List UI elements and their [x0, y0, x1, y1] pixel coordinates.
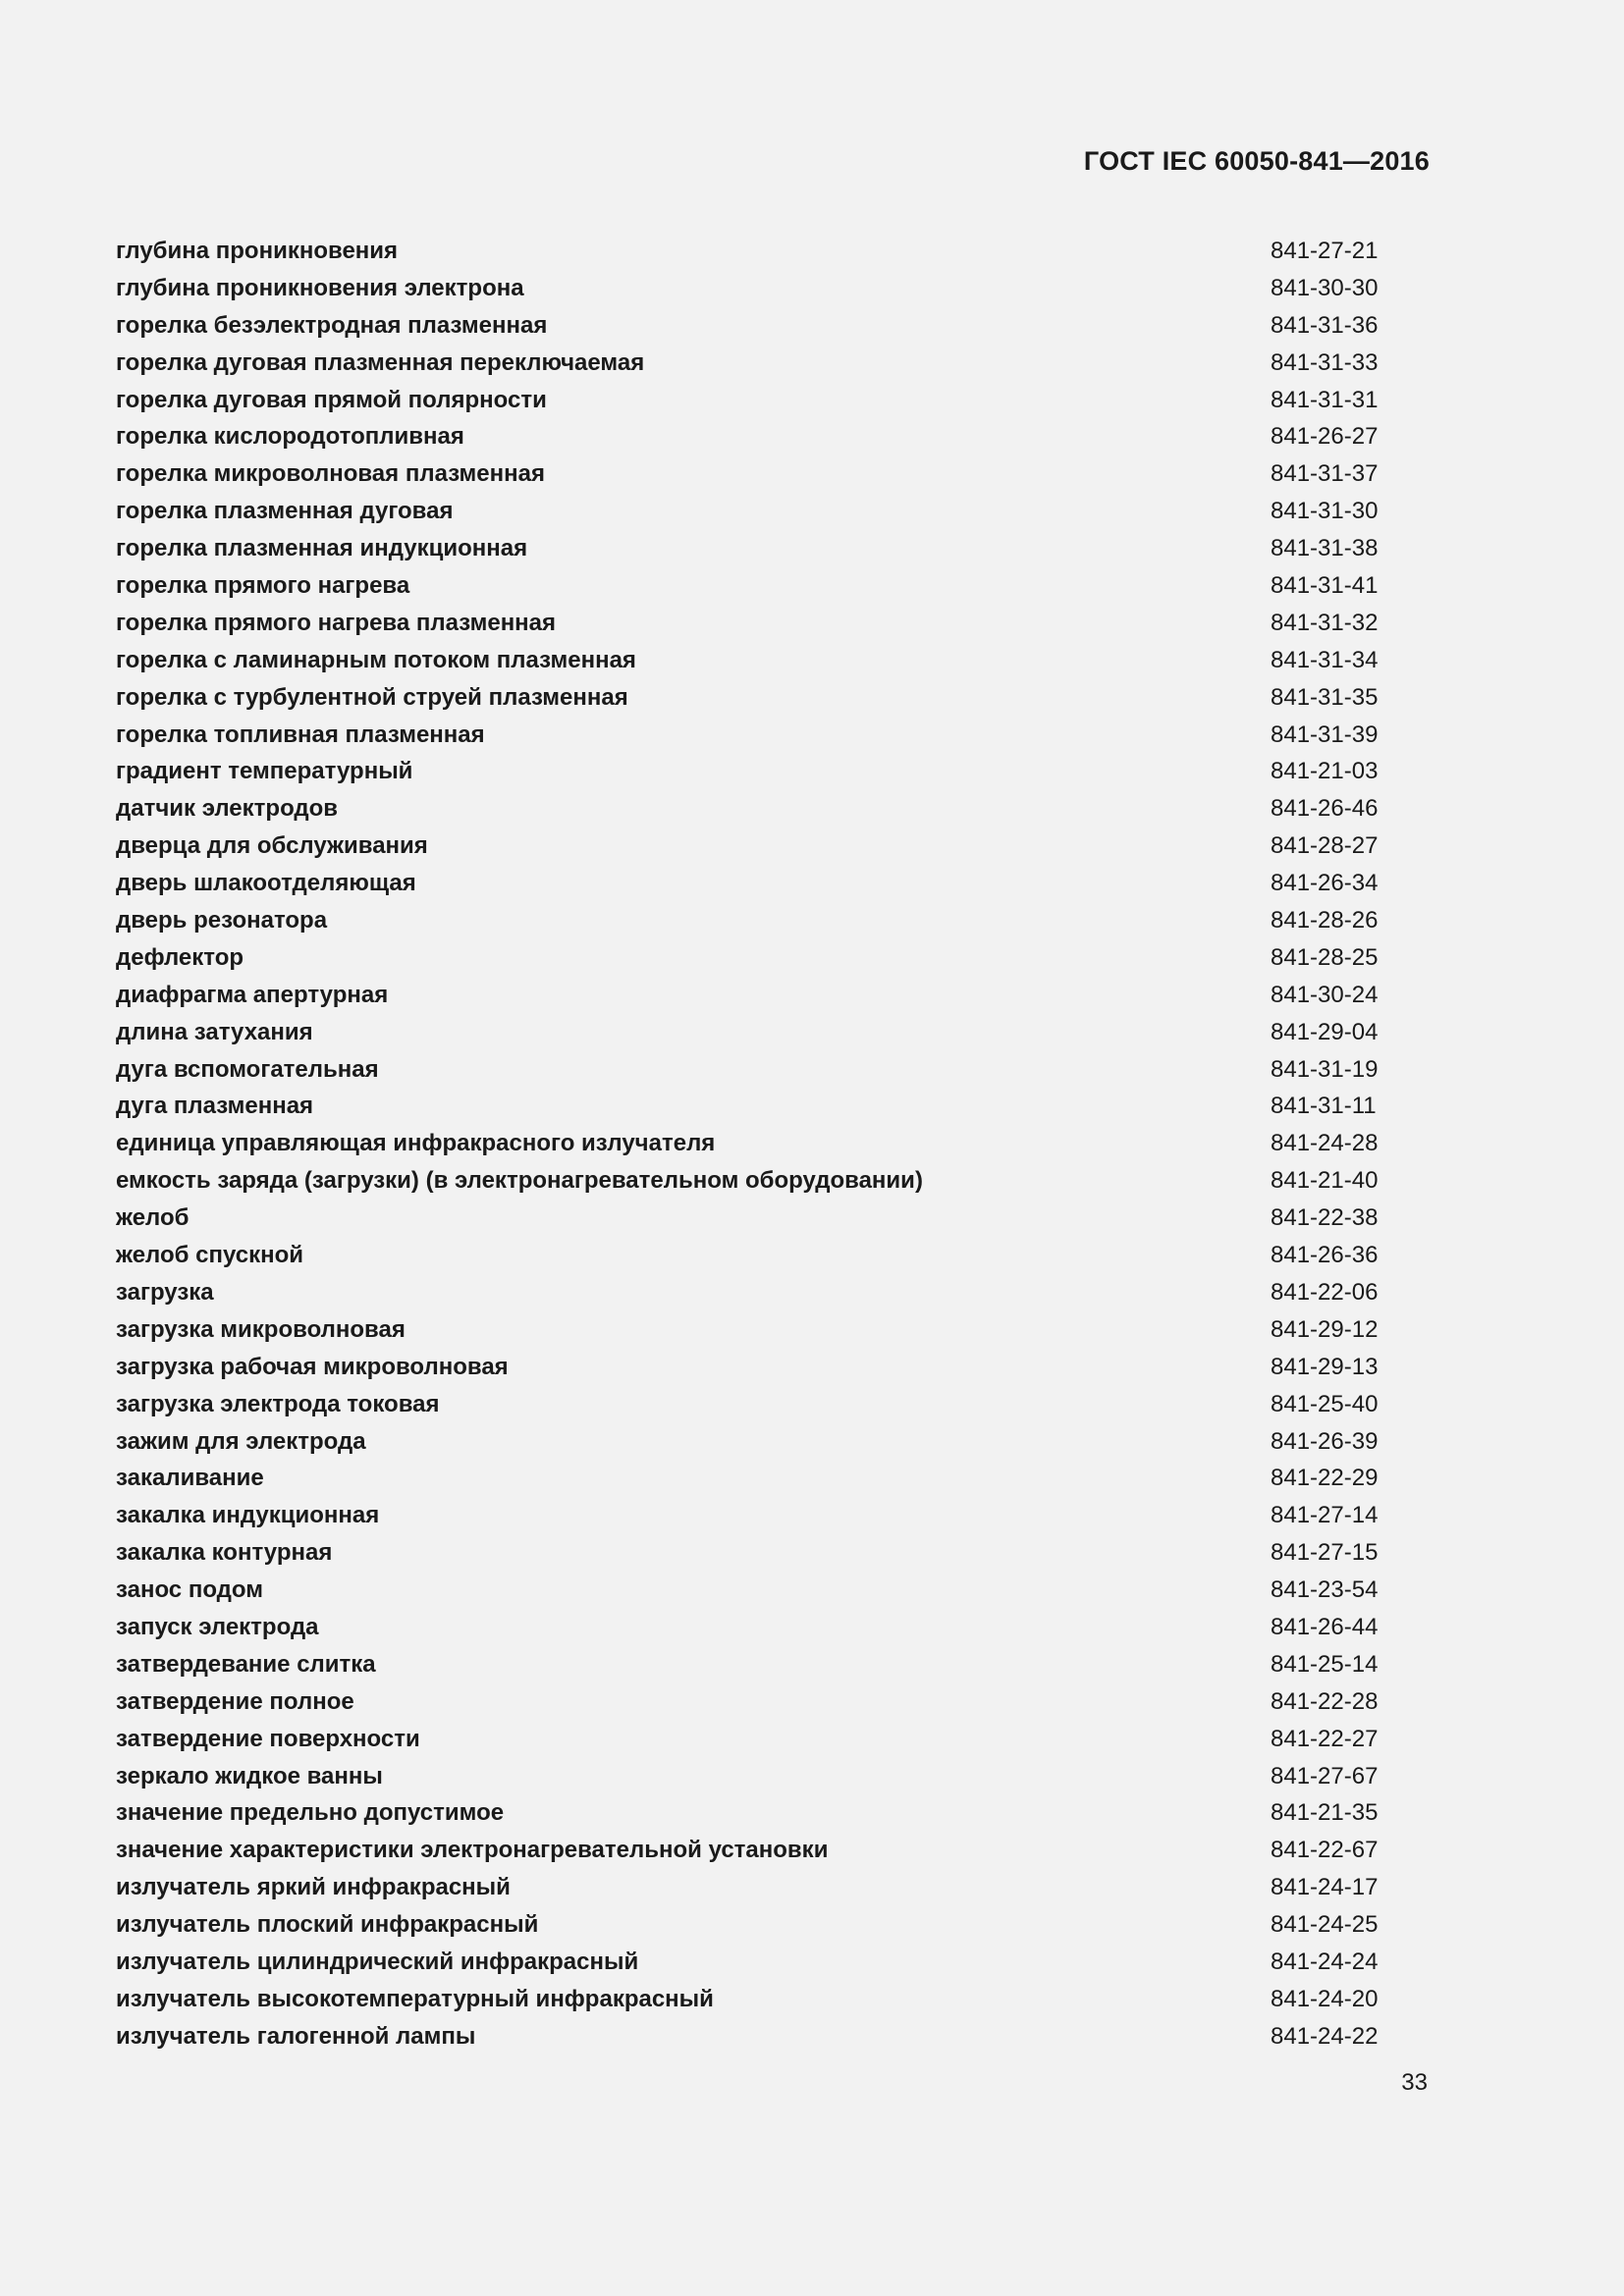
term-text: излучатель цилиндрический инфракрасный: [116, 1948, 639, 1975]
term-text: закаливание: [116, 1465, 264, 1492]
index-row: [116, 1609, 1392, 1646]
index-row: [116, 977, 1392, 1014]
term-text: значение характеристики электронагревательной установки: [116, 1837, 829, 1864]
term-text: емкость заряда (загрузки) (в электронагревательном оборудовании): [116, 1167, 923, 1195]
index-row: [116, 1646, 1392, 1683]
term-text: излучатель плоский инфракрасный: [116, 1911, 539, 1939]
index-row: [116, 2018, 1392, 2056]
term-code: 841-23-54: [1271, 1576, 1379, 1604]
term-code: 841-25-14: [1271, 1650, 1379, 1678]
term-code: 841-21-03: [1271, 758, 1379, 785]
term-text: дверь шлакоотделяющая: [116, 870, 416, 897]
index-row: [116, 1237, 1392, 1274]
term-text: горелка с турбулентной струей плазменная: [116, 683, 628, 711]
term-text: дефлектор: [116, 943, 244, 971]
index-row: [116, 1311, 1392, 1349]
term-text: единица управляющая инфракрасного излучателя: [116, 1130, 716, 1157]
term-code: 841-27-67: [1271, 1762, 1379, 1789]
term-code: 841-22-29: [1271, 1465, 1379, 1492]
term-text: излучатель яркий инфракрасный: [116, 1874, 511, 1901]
index-row: [116, 418, 1392, 455]
term-code: 841-29-04: [1271, 1018, 1379, 1045]
index-row: [116, 1794, 1392, 1832]
index-row: [116, 1051, 1392, 1089]
term-text: зажим для электрода: [116, 1427, 366, 1455]
term-text: горелка безэлектродная плазменная: [116, 311, 548, 339]
index-row: [116, 345, 1392, 382]
term-text: дверь резонатора: [116, 907, 328, 934]
term-text: горелка кислородотопливная: [116, 423, 464, 451]
term-code: 841-22-06: [1271, 1278, 1379, 1306]
term-code: 841-26-39: [1271, 1427, 1379, 1455]
term-code: 841-26-46: [1271, 795, 1379, 823]
term-code: 841-31-36: [1271, 311, 1379, 339]
index-row: [116, 1906, 1392, 1944]
term-code: 841-27-15: [1271, 1539, 1379, 1567]
index-row: [116, 753, 1392, 790]
index-row: [116, 605, 1392, 642]
term-text: загрузка: [116, 1278, 214, 1306]
index-row: [116, 1944, 1392, 1981]
term-code: 841-24-28: [1271, 1130, 1379, 1157]
index-row: [116, 1200, 1392, 1237]
term-text: глубина проникновения: [116, 238, 399, 264]
term-text: градиент температурный: [116, 758, 413, 785]
index-row: [116, 270, 1392, 307]
term-text: излучатель высокотемпературный инфракрасный: [116, 1985, 714, 2012]
index-row: [116, 567, 1392, 605]
index-row: [116, 1981, 1392, 2018]
index-row: [116, 1721, 1392, 1758]
term-text: затвердение поверхности: [116, 1725, 420, 1752]
term-text: горелка дуговая прямой полярности: [116, 386, 547, 413]
term-text: горелка плазменная дуговая: [116, 498, 454, 525]
term-code: 841-31-41: [1271, 572, 1379, 600]
term-text: горелка микроволновая плазменная: [116, 460, 545, 488]
term-code: 841-29-12: [1271, 1315, 1379, 1343]
index-row: [116, 1088, 1392, 1125]
term-text: длина затухания: [116, 1018, 313, 1045]
term-text: дуга плазменная: [116, 1093, 314, 1120]
term-code: 841-26-36: [1271, 1242, 1379, 1269]
term-code: 841-27-14: [1271, 1502, 1379, 1529]
term-text: значение предельно допустимое: [116, 1799, 505, 1827]
term-code: 841-21-40: [1271, 1167, 1379, 1195]
term-code: 841-30-30: [1271, 274, 1379, 301]
term-text: горелка с ламинарным потоком плазменная: [116, 646, 636, 673]
term-text: желоб спускной: [116, 1242, 303, 1269]
term-text: закалка контурная: [116, 1539, 333, 1567]
index-row: [116, 1572, 1392, 1609]
index-row: [116, 1125, 1392, 1162]
index-row: [116, 939, 1392, 977]
term-code: 841-24-17: [1271, 1874, 1379, 1901]
term-text: горелка плазменная индукционная: [116, 535, 528, 562]
term-code: 841-26-34: [1271, 870, 1379, 897]
index-row: [116, 1460, 1392, 1497]
term-code: 841-31-34: [1271, 646, 1379, 673]
term-code: 841-22-67: [1271, 1837, 1379, 1864]
term-text: зеркало жидкое ванны: [116, 1762, 383, 1789]
term-code: 841-31-35: [1271, 683, 1379, 711]
term-text: затвердевание слитка: [116, 1650, 376, 1678]
term-text: затвердение полное: [116, 1687, 354, 1715]
term-text: излучатель галогенной лампы: [116, 2022, 476, 2050]
index-row: [116, 1386, 1392, 1423]
term-text: дверца для обслуживания: [116, 832, 428, 860]
index-row: [116, 642, 1392, 679]
index-row: [116, 530, 1392, 567]
term-text: запуск электрода: [116, 1613, 319, 1640]
index-row: [116, 493, 1392, 530]
term-code: 841-22-38: [1271, 1204, 1379, 1232]
term-code: 841-31-39: [1271, 721, 1379, 748]
index-row: [116, 865, 1392, 902]
term-code: 841-22-28: [1271, 1687, 1379, 1715]
index-row: [116, 1349, 1392, 1386]
term-text: горелка топливная плазменная: [116, 721, 485, 748]
term-text: загрузка электрода токовая: [116, 1390, 440, 1417]
term-text: загрузка микроволновая: [116, 1315, 406, 1343]
term-code: 841-25-40: [1271, 1390, 1379, 1417]
index-row: [116, 1423, 1392, 1461]
term-text: горелка прямого нагрева: [116, 572, 410, 600]
index-row: [116, 679, 1392, 717]
page-number: 33: [1401, 2069, 1428, 2096]
term-code: 841-24-25: [1271, 1911, 1379, 1939]
term-code: 841-31-19: [1271, 1055, 1379, 1083]
index-row: [116, 902, 1392, 939]
term-text: глубина проникновения электрона: [116, 274, 524, 301]
index-row: [116, 307, 1392, 345]
term-code: 841-31-30: [1271, 498, 1379, 525]
term-code: 841-31-37: [1271, 460, 1379, 488]
term-code: 841-21-35: [1271, 1799, 1379, 1827]
index-row: [116, 1497, 1392, 1534]
term-text: загрузка рабочая микроволновая: [116, 1353, 509, 1380]
index-row: [116, 382, 1392, 419]
index-row: [116, 1683, 1392, 1721]
term-code: 841-31-38: [1271, 535, 1379, 562]
term-index-list: [116, 233, 1392, 2056]
term-code: 841-29-13: [1271, 1353, 1379, 1380]
term-code: 841-26-27: [1271, 423, 1379, 451]
term-code: 841-27-21: [1271, 238, 1379, 264]
term-code: 841-31-11: [1271, 1093, 1377, 1120]
index-row: [116, 233, 1392, 270]
term-text: датчик электродов: [116, 795, 339, 823]
term-text: дуга вспомогательная: [116, 1055, 379, 1083]
term-text: занос подом: [116, 1576, 263, 1604]
term-code: 841-22-27: [1271, 1725, 1379, 1752]
document-header: ГОСТ IEC 60050-841—2016: [1083, 146, 1430, 176]
term-text: диафрагма апертурная: [116, 981, 389, 1008]
term-text: закалка индукционная: [116, 1502, 380, 1529]
index-row: [116, 1014, 1392, 1051]
term-code: 841-30-24: [1271, 981, 1379, 1008]
index-row: [116, 455, 1392, 493]
index-row: [116, 1832, 1392, 1869]
term-text: горелка прямого нагрева плазменная: [116, 609, 557, 636]
index-row: [116, 1274, 1392, 1311]
term-code: 841-31-31: [1271, 386, 1379, 413]
term-code: 841-31-33: [1271, 348, 1379, 376]
index-row: [116, 1869, 1392, 1906]
term-code: 841-24-24: [1271, 1948, 1379, 1975]
index-row: [116, 790, 1392, 828]
term-code: 841-31-32: [1271, 609, 1379, 636]
term-code: 841-24-22: [1271, 2022, 1379, 2050]
index-row: [116, 1534, 1392, 1572]
index-row: [116, 1758, 1392, 1795]
index-row: [116, 717, 1392, 754]
index-row: [116, 1162, 1392, 1200]
term-code: 841-26-44: [1271, 1613, 1379, 1640]
term-code: 841-28-25: [1271, 943, 1379, 971]
term-code: 841-28-26: [1271, 907, 1379, 934]
term-code: 841-24-20: [1271, 1985, 1379, 2012]
term-text: горелка дуговая плазменная переключаемая: [116, 348, 645, 376]
index-row: [116, 828, 1392, 865]
term-text: желоб: [116, 1204, 189, 1232]
term-code: 841-28-27: [1271, 832, 1379, 860]
